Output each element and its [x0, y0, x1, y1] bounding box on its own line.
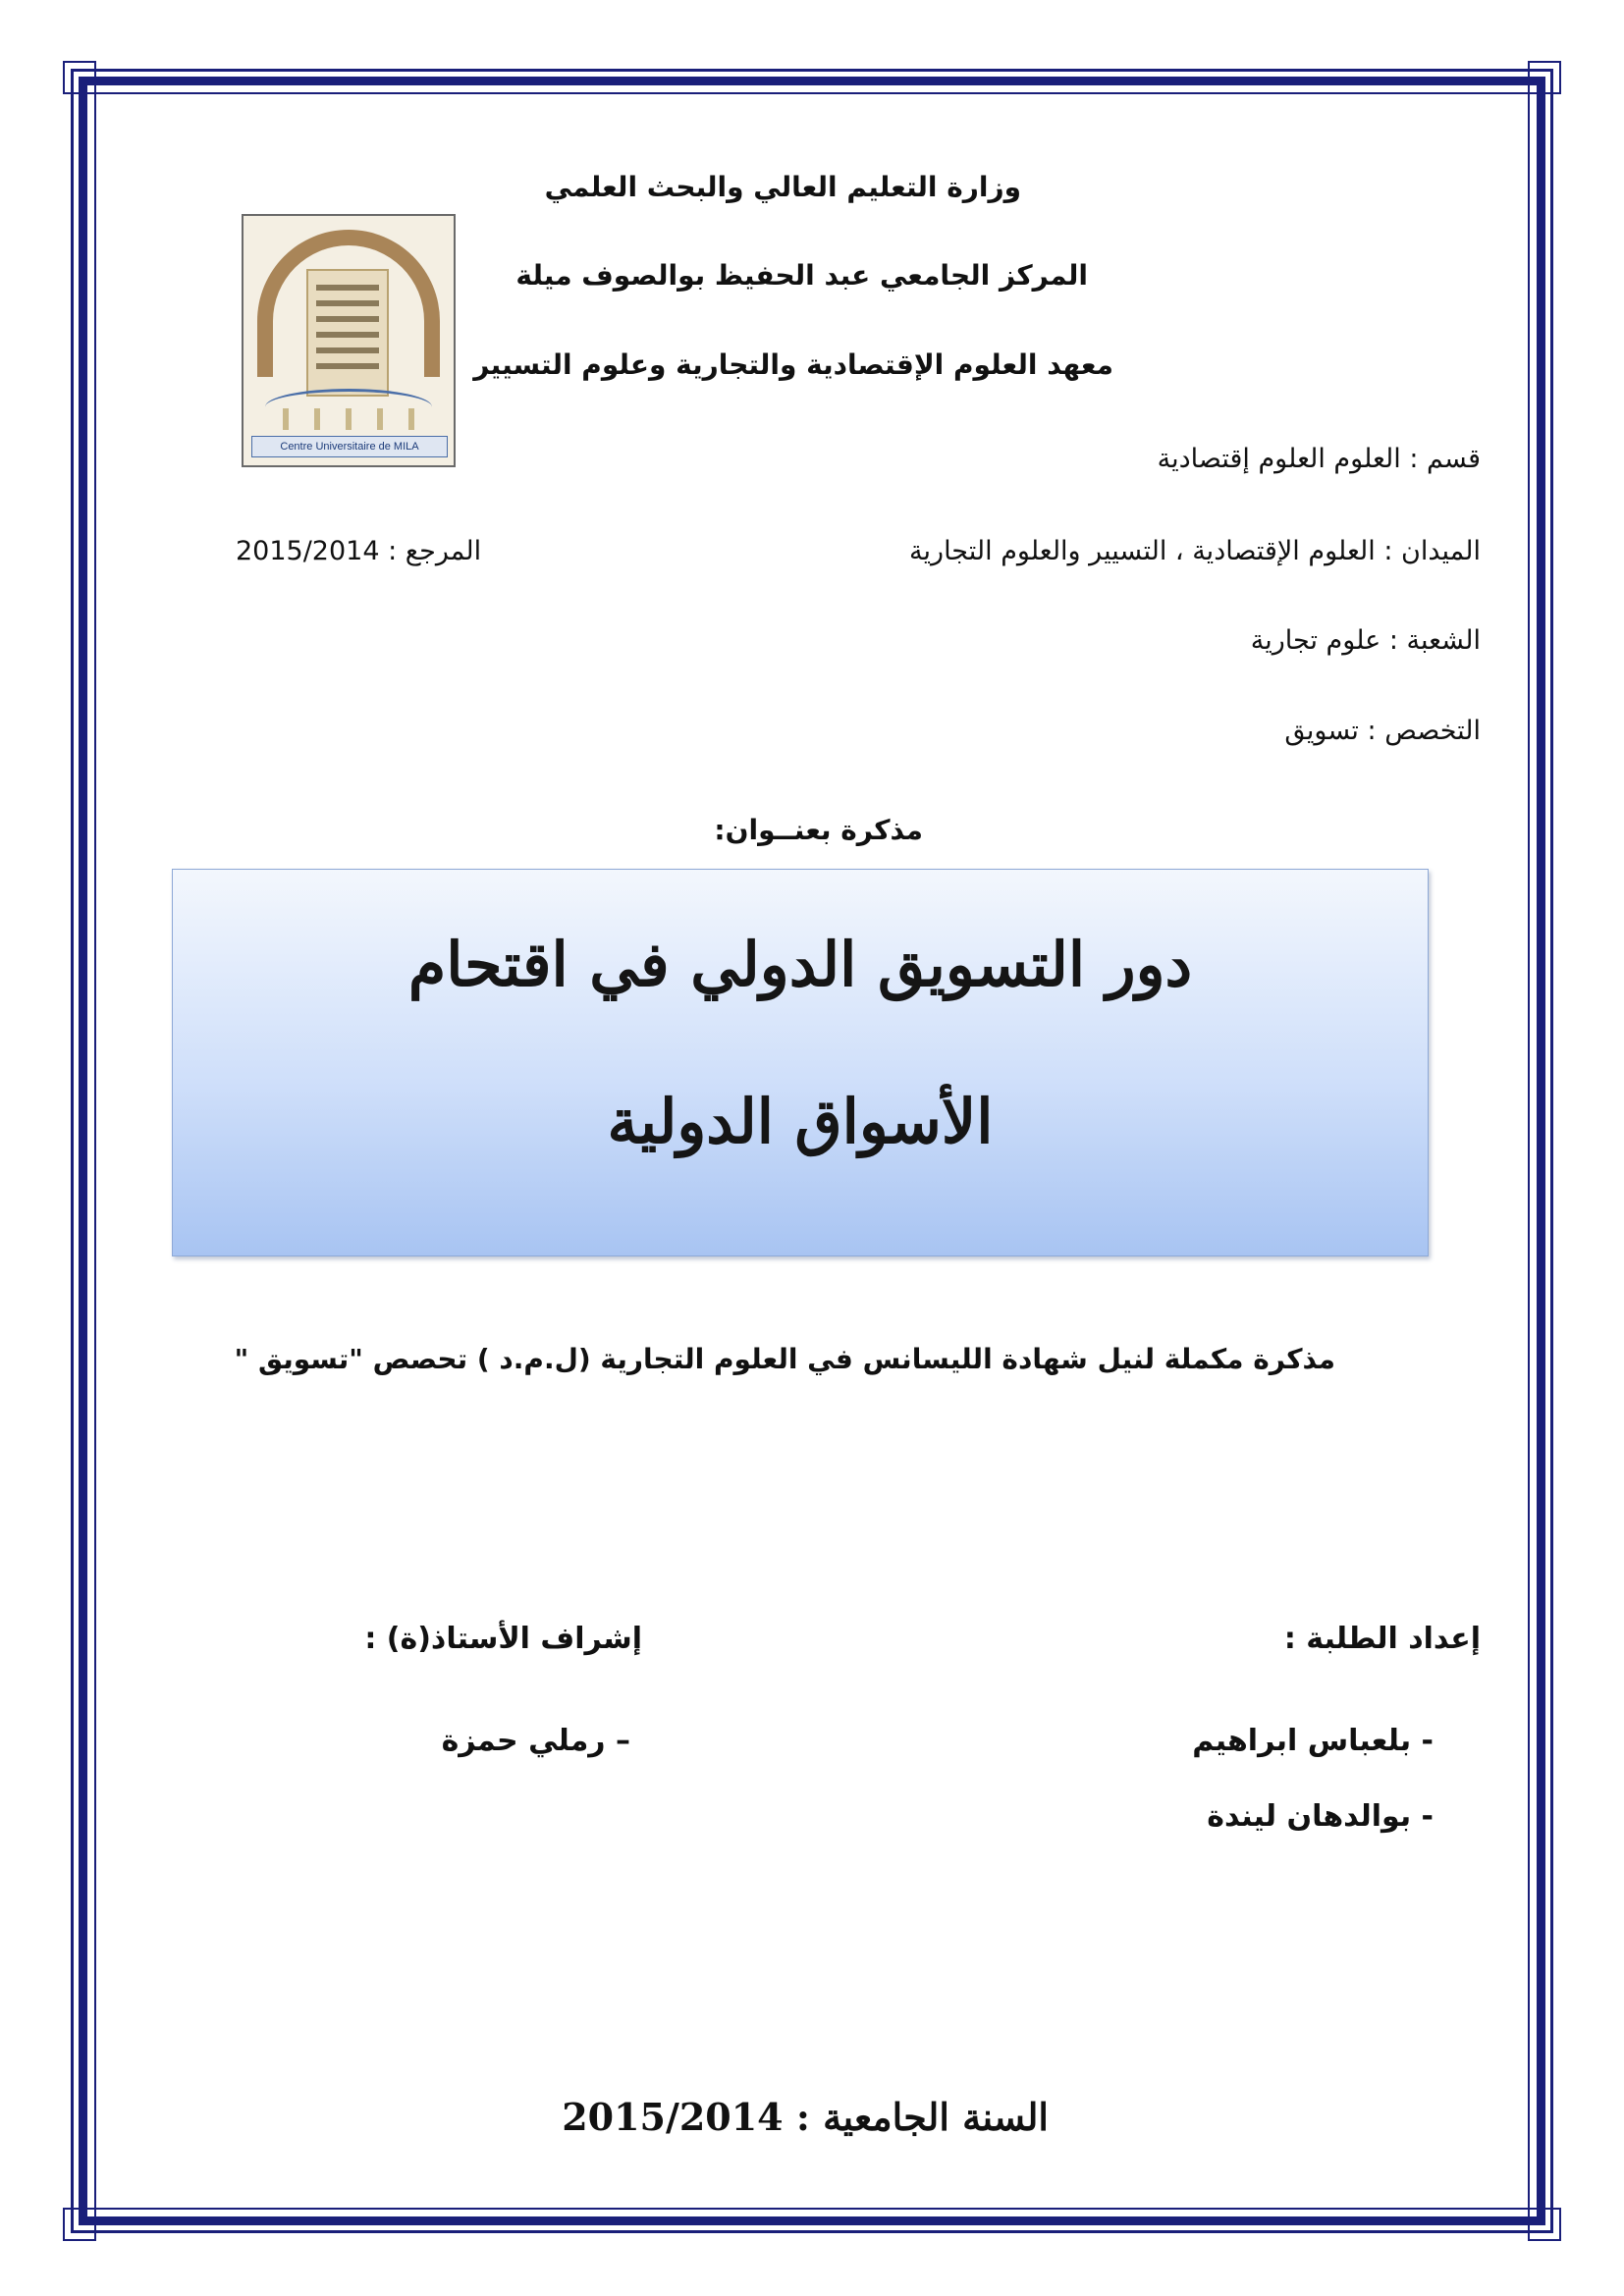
- border-corner-ornament: [1528, 2208, 1561, 2241]
- university-logo: [242, 214, 456, 467]
- ministry-heading: وزارة التعليم العالي والبحث العلمي: [544, 171, 1021, 203]
- thesis-title-box: [172, 869, 1429, 1256]
- memo-label: مذكرة بعنــوان:: [714, 814, 923, 846]
- academic-year: السنة الجامعية : 2015/2014: [562, 2095, 1049, 2139]
- specialty-line: التخصص : تسويق: [1284, 716, 1481, 746]
- student-name: - بلعباس ابراهيم: [1192, 1724, 1434, 1758]
- thesis-title-line-1: دور التسويق الدولي في اقتحام: [407, 929, 1193, 1000]
- field-line: الميدان : العلوم الإقتصادية ، التسيير والعلوم التجارية: [909, 536, 1481, 566]
- branch-line: الشعبة : علوم تجارية: [1250, 625, 1481, 656]
- columns-icon: [283, 408, 414, 430]
- supervisor-name: – رملي حمزة: [441, 1724, 630, 1758]
- thesis-title-line-2: الأسواق الدولية: [607, 1086, 994, 1157]
- university-center-heading: المركز الجامعي عبد الحفيظ بوالصوف ميلة: [515, 259, 1088, 292]
- degree-subtitle: مذكرة مكملة لنيل شهادة الليسانس في العلوم التجارية (ل.م.د ) تحصص "تسويق ": [234, 1343, 1335, 1375]
- institute-heading: معهد العلوم الإقتصادية والتجارية وعلوم التسيير: [473, 348, 1113, 381]
- reference-line: المرجع : 2015/2014: [236, 536, 482, 566]
- student-name: - بوالدهان ليندة: [1207, 1799, 1434, 1834]
- border-corner-ornament: [1528, 61, 1561, 94]
- department-line: قسم : العلوم العلوم إقتصادية: [1157, 444, 1481, 474]
- supervisor-label: إشراف الأستاذ(ة) :: [364, 1622, 642, 1656]
- border-corner-ornament: [63, 61, 96, 94]
- building-icon: [306, 269, 389, 397]
- students-label: إعداد الطلبة :: [1283, 1622, 1481, 1656]
- border-corner-ornament: [63, 2208, 96, 2241]
- logo-caption: Centre Universitaire de MILA: [251, 436, 448, 457]
